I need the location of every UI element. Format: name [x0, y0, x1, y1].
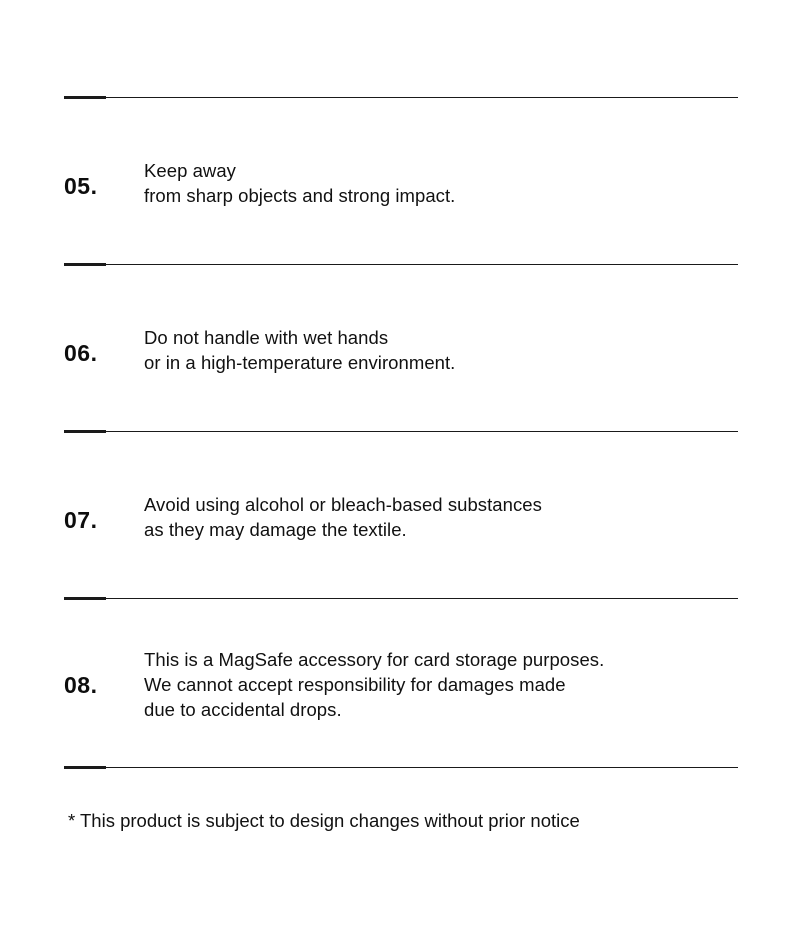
item-text-line: We cannot accept responsibility for damages made [144, 674, 566, 695]
item-text-line: due to accidental drops. [144, 699, 342, 720]
divider-thin-line [64, 264, 738, 265]
divider-thin-line [64, 767, 738, 768]
item-number: 05. [64, 173, 98, 199]
item-number: 08. [64, 672, 98, 698]
item-text-line: from sharp objects and strong impact. [144, 185, 456, 206]
footnote: * This product is subject to design changes without prior notice [68, 810, 580, 831]
divider-thick-accent [64, 430, 106, 433]
divider-thick-accent [64, 263, 106, 266]
divider-thick-accent [64, 597, 106, 600]
divider-after-item-05 [64, 263, 738, 267]
item-text [144, 158, 738, 208]
item-text-line: or in a high-temperature environment. [144, 352, 456, 373]
divider-thick-accent [64, 96, 106, 99]
list-item [64, 434, 738, 597]
item-text-line: Keep away [144, 160, 236, 181]
divider-thick-accent [64, 766, 106, 769]
item-text [144, 647, 738, 722]
item-text-line: Do not handle with wet hands [144, 327, 389, 348]
list-item [64, 601, 738, 766]
item-text [144, 492, 738, 542]
divider-thin-line [64, 97, 738, 98]
divider-after-item-08 [64, 766, 738, 770]
divider-top [64, 96, 738, 100]
list-item [64, 100, 738, 263]
item-text-line: Avoid using alcohol or bleach-based substances [144, 494, 542, 515]
item-number: 06. [64, 340, 98, 366]
divider-after-item-06 [64, 430, 738, 434]
list-item [64, 267, 738, 430]
divider-thin-line [64, 598, 738, 599]
instructions-list [64, 96, 738, 833]
divider-thin-line [64, 431, 738, 432]
divider-after-item-07 [64, 597, 738, 601]
item-text [144, 325, 738, 375]
item-text-line: This is a MagSafe accessory for card storage purposes. [144, 649, 605, 670]
item-text-line: as they may damage the textile. [144, 519, 407, 540]
item-number: 07. [64, 507, 98, 533]
